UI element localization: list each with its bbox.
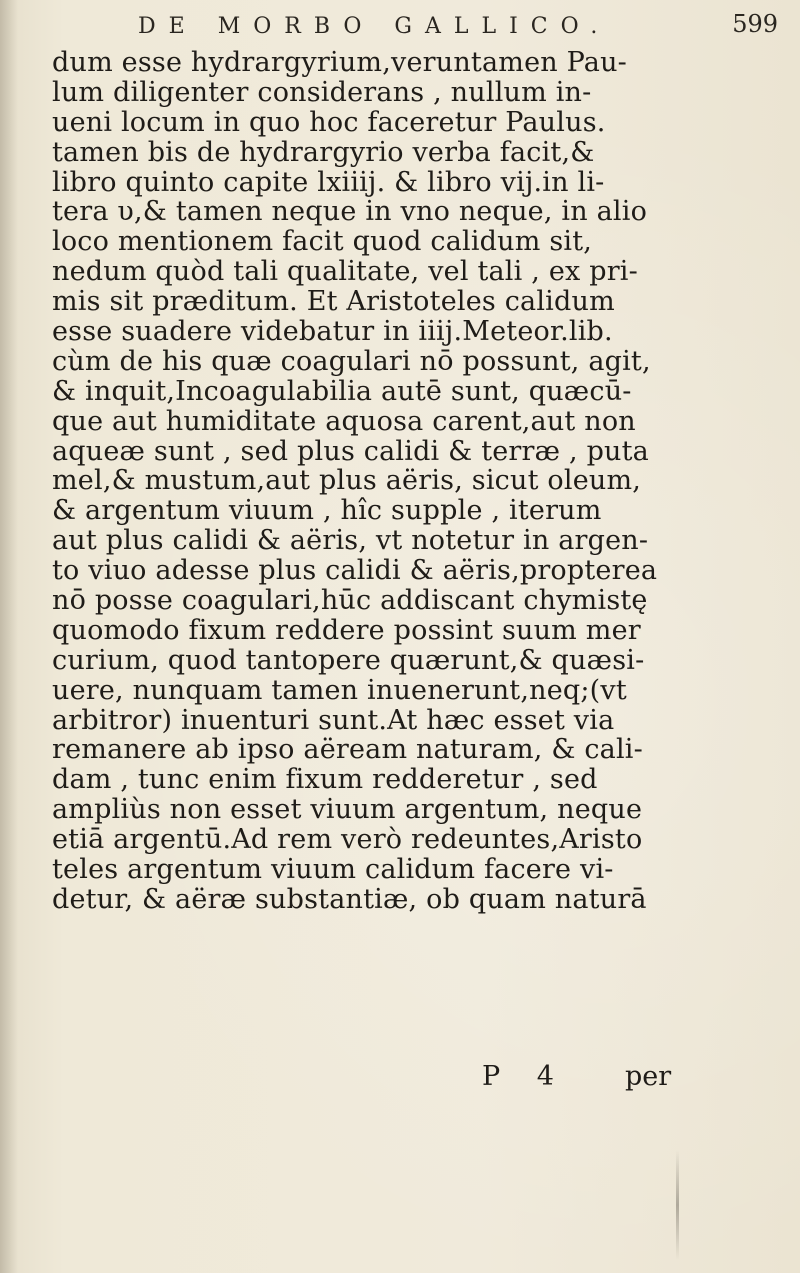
text-line: curium, quod tantopere quærunt,& quæsi-	[52, 644, 645, 676]
text-line: dam , tunc enim fixum redderetur , sed	[52, 764, 598, 796]
text-line: cùm de his quæ coagulari nō possunt, agit,	[52, 345, 651, 377]
text-line: & inquit,Incoagulabilia autē sunt, quæcū-	[52, 375, 632, 407]
text-line: nō posse coagulari,hūc addiscant chymistę	[52, 585, 648, 617]
text-line: ampliùs non esset viuum argentum, neque	[52, 794, 643, 826]
text-line: etiā argentū.Ad rem verò redeuntes,Aristo	[52, 824, 643, 856]
text-line: aut plus calidi & aëris, vt notetur in argen-	[52, 525, 649, 557]
running-title: DE MORBO GALLICO.	[138, 14, 611, 39]
catchword: per	[625, 1061, 672, 1092]
text-line: mel,& mustum,aut plus aëris, sicut oleum,	[52, 465, 642, 497]
running-head	[138, 6, 778, 46]
margin-pencil-mark	[676, 1150, 679, 1260]
text-line: tera υ,& tamen neque in vno neque, in alio	[52, 196, 648, 228]
page-number: 599	[732, 10, 778, 38]
text-line: quomodo fixum reddere possint suum mer	[52, 614, 641, 646]
text-line: nedum quòd tali qualitate, vel tali , ex pri-	[52, 256, 638, 288]
text-line: loco mentionem facit quod calidum sit,	[52, 226, 593, 258]
text-line: tamen bis de hydrargyrio verba facit,&	[52, 136, 595, 168]
signature-mark: P 4	[482, 1061, 568, 1092]
text-line: arbitror) inuenturi sunt.At hæc esset via	[52, 704, 615, 736]
page-footer	[0, 1061, 800, 1101]
text-line: que aut humiditate aquosa carent,aut non	[52, 405, 636, 437]
text-line: detur, & aëræ substantiæ, ob quam naturā	[52, 883, 647, 915]
text-line: lum diligenter considerans , nullum in-	[52, 76, 592, 108]
text-line: uere, nunquam tamen inuenerunt,neq;(vt	[52, 674, 627, 706]
text-line: libro quinto capite lxiiij. & libro vij.in li-	[52, 166, 605, 198]
text-line: mis sit præditum. Et Aristoteles calidum	[52, 286, 615, 318]
text-block	[52, 48, 772, 915]
text-line: dum esse hydrargyrium,veruntamen Pau-	[52, 47, 627, 78]
text-line: to viuo adesse plus calidi & aëris,propterea	[52, 555, 658, 587]
text-line: remanere ab ipso aëream naturam, & cali-	[52, 734, 643, 766]
text-line: ueni locum in quo hoc faceretur Paulus.	[52, 106, 606, 138]
text-line: teles argentum viuum calidum facere vi-	[52, 854, 614, 886]
text-line: & argentum viuum , hîc supple , iterum	[52, 495, 602, 527]
text-line: aqueæ sunt , sed plus calidi & terræ , puta	[52, 435, 649, 467]
text-line: esse suadere videbatur in iiij.Meteor.lib.	[52, 316, 613, 348]
